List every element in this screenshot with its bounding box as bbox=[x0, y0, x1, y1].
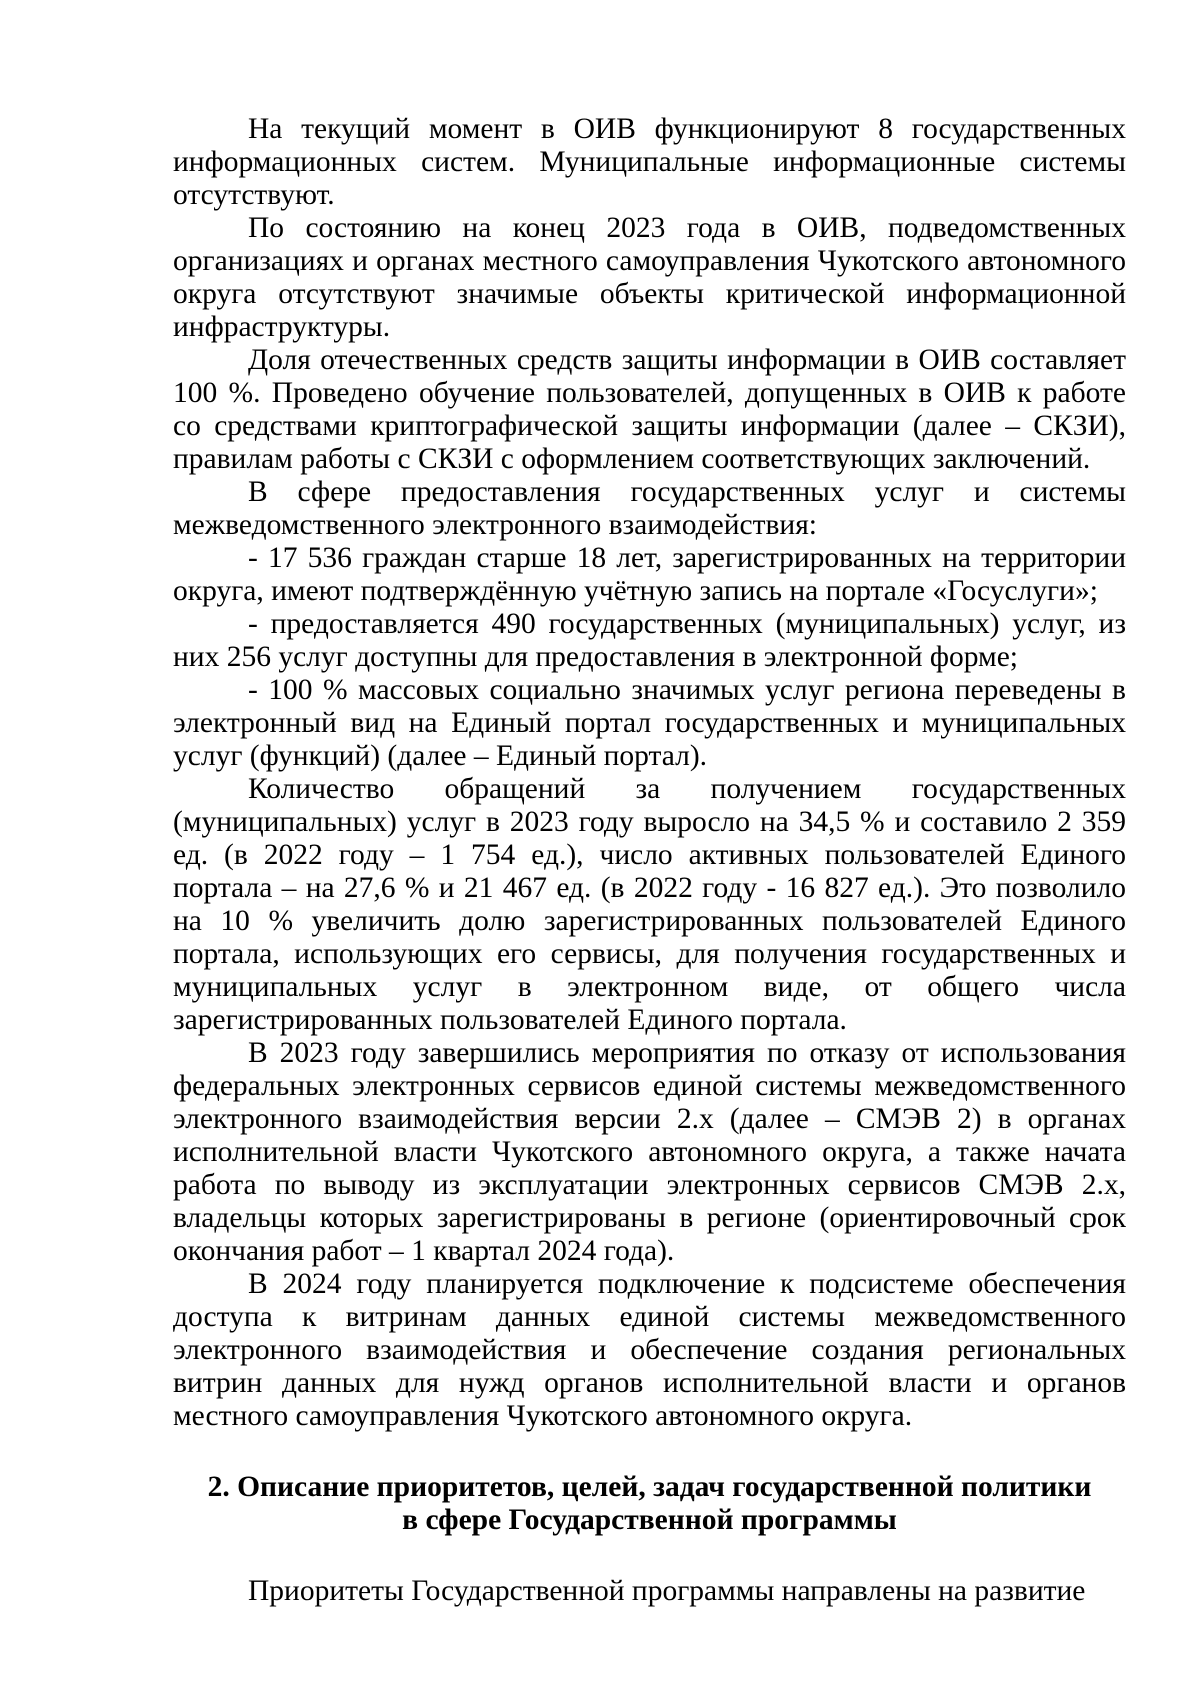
paragraph-critical-infrastructure: По состоянию на конец 2023 года в ОИВ, подведомственных организациях и органах местного самоуправления Чукотского автономного округа отсутствуют значимые объекты критической информационной инфраструктуры. bbox=[173, 212, 1126, 343]
list-item-mass-services: - 100 % массовых социально значимых услуг региона переведены в электронный вид на Единый портал государственных и муниципальных услуг (функций) (далее – Единый портал). bbox=[173, 674, 1126, 772]
paragraph-information-systems: На текущий момент в ОИВ функционируют 8 государственных информационных систем. Муниципальные информационные системы отсутствуют. bbox=[173, 113, 1126, 211]
list-item-gosuslugi-accounts: - 17 536 граждан старше 18 лет, зарегистрированных на территории округа, имеют подтверждённую учётную запись на портале «Госуслуги»; bbox=[173, 542, 1126, 607]
paragraph-data-marts-plan: В 2024 году планируется подключение к подсистеме обеспечения доступа к витринам данных единой системы межведомственного электронного взаимодействия и обеспечение создания региональных витрин данных для нужд органов исполнительной власти и органов местного самоуправления Чукотского автономного округа. bbox=[173, 1268, 1126, 1432]
paragraph-domestic-protection: Доля отечественных средств защиты информации в ОИВ составляет 100 %. Проведено обучение пользователей, допущенных в ОИВ к работе со средствами криптографической защиты информации (далее – СКЗИ), правилам работы с СКЗИ с оформлением соответствующих заключений. bbox=[173, 344, 1126, 475]
list-item-services-count: - предоставляется 490 государственных (муниципальных) услуг, из них 256 услуг доступны для предоставления в электронной форме; bbox=[173, 608, 1126, 673]
section-heading-line-2: в сфере Государственной программы bbox=[402, 1504, 897, 1536]
document-page bbox=[173, 113, 1126, 1608]
section-heading-line-1: 2. Описание приоритетов, целей, задач государственной политики bbox=[207, 1471, 1092, 1503]
paragraph-public-services-intro: В сфере предоставления государственных услуг и системы межведомственного электронного взаимодействия: bbox=[173, 476, 1126, 541]
paragraph-smev-migration: В 2023 году завершились мероприятия по отказу от использования федеральных электронных сервисов единой системы межведомственного электронного взаимодействия версии 2.х (далее – СМЭВ 2) в органах исполнительной власти Чукотского автономного округа, а также начата работа по выводу из эксплуатации электронных сервисов СМЭВ 2.х, владельцы которых зарегистрированы в регионе (ориентировочный срок окончания работ – 1 квартал 2024 года). bbox=[173, 1037, 1126, 1267]
paragraph-requests-statistics: Количество обращений за получением государственных (муниципальных) услуг в 2023 году выросло на 34,5 % и составило 2 359 ед. (в 2022 году – 1 754 ед.), число активных пользователей Единого портала – на 27,6 % и 21 467 ед. (в 2022 году - 16 827 ед.). Это позволило на 10 % увеличить долю зарегистрированных пользователей Единого портала, использующих его сервисы, для получения государственных и муниципальных услуг в электронном виде, от общего числа зарегистрированных пользователей Единого портала. bbox=[173, 773, 1126, 1036]
section-heading bbox=[173, 1471, 1126, 1537]
paragraph-priorities: Приоритеты Государственной программы направлены на развитие bbox=[248, 1575, 1086, 1607]
